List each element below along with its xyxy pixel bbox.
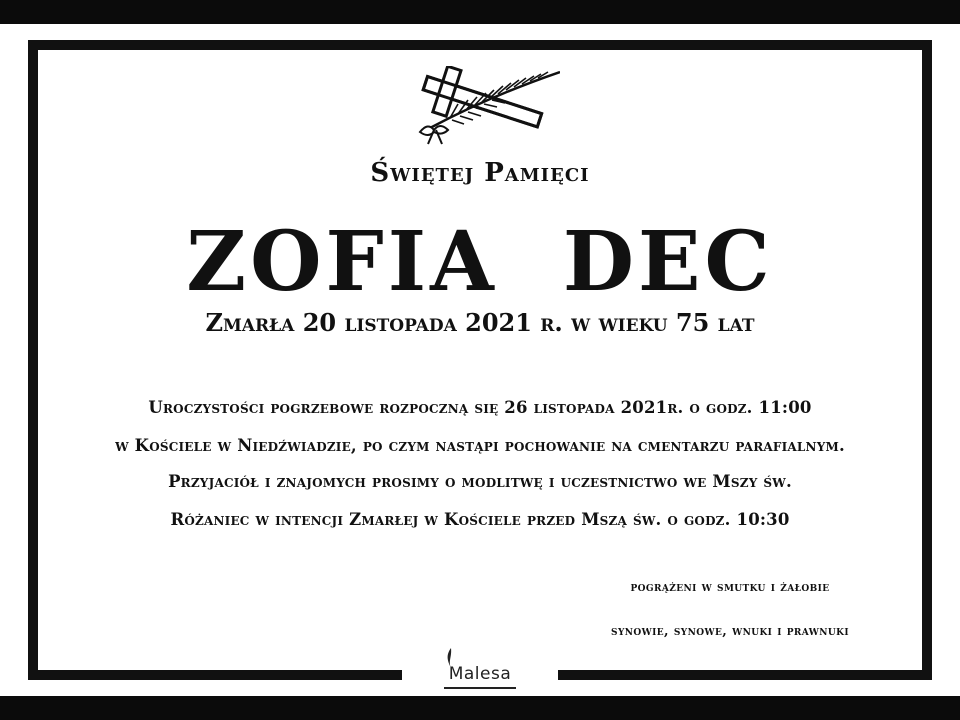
- frame-border-left: [28, 40, 38, 680]
- mourners-line: synowie, synowe, wnuki i prawnuki: [611, 624, 849, 639]
- ceremony-line: Przyjaciół i znajomych prosimy o modlitwę i uczestnictwo we Mszy św.: [168, 472, 792, 491]
- malesa-logo: [430, 648, 530, 692]
- frame-border-bottom-right: [558, 670, 932, 680]
- ceremony-line: Uroczystości pogrzebowe rozpoczną się 26 listopada 2021r. o godz. 11:00: [148, 398, 812, 417]
- logo-underline: [444, 687, 516, 689]
- ceremony-line: Różaniec w intencji Zmarłej w Kościele przed Mszą św. o godz. 10:30: [170, 510, 790, 529]
- heading: Świętej Pamięci: [370, 158, 590, 188]
- frame-border-top: [28, 40, 932, 50]
- frame-border-bottom-left: [28, 670, 402, 680]
- deceased-name: ZOFIA DEC: [186, 214, 774, 310]
- ceremony-line: w Kościele w Niedźwiadzie, po czym nastąpi pochowanie na cmentarzu parafialnym.: [115, 436, 845, 455]
- cross-with-palm-icon: [400, 66, 560, 146]
- death-info: Zmarła 20 listopada 2021 r. w wieku 75 lat: [205, 308, 755, 337]
- mourners-line: pogrążeni w smutku i żałobie: [630, 580, 830, 595]
- logo-text: Malesa: [448, 664, 512, 684]
